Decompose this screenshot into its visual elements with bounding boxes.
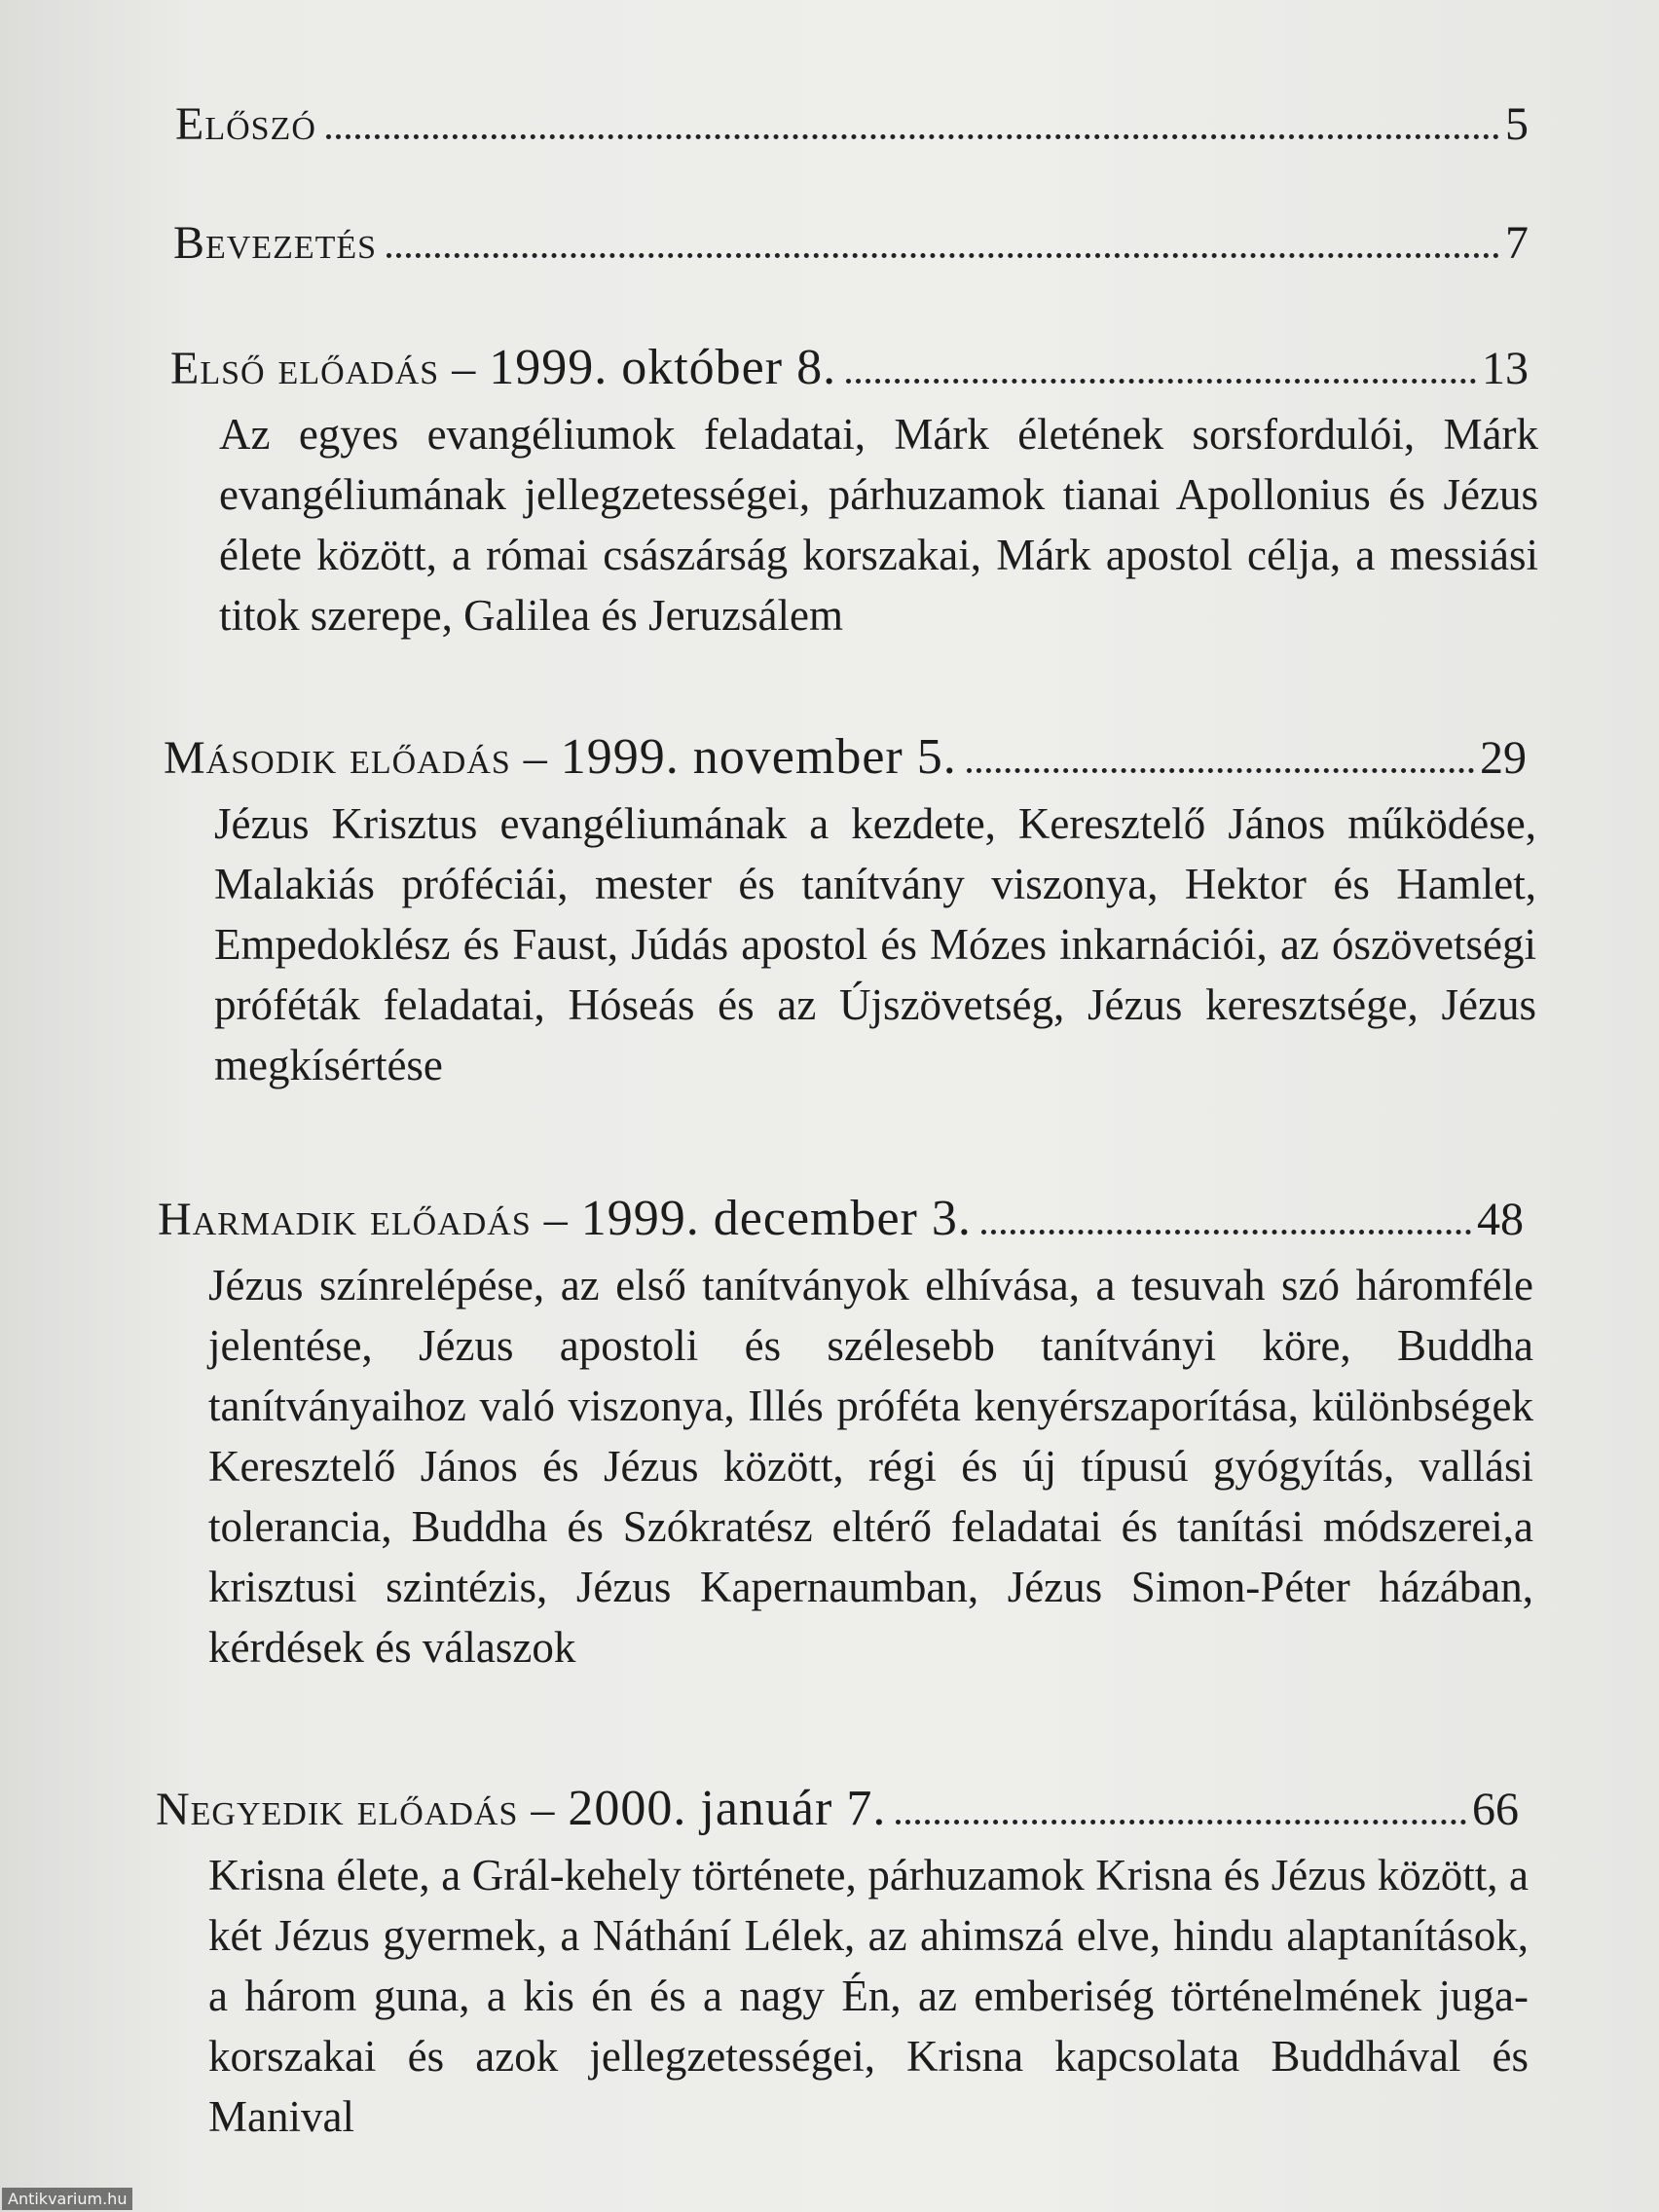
toc-heading bbox=[158, 1190, 1524, 1247]
toc-entry bbox=[164, 728, 1536, 1095]
entry-title bbox=[164, 728, 957, 786]
entry-description: Krisna élete, a Grál-kehely története, párhuzamok Krisna és Jézus között, a két Jézus gyermek, a Náthání Lélek, az ahimszá elve, hindu alaptanítások, a három guna, a kis én és a nagy Én, az emberiség történelmének juga-korszakai és azok jellegzetességei, Krisna kapcsolata Buddhával és Manival bbox=[208, 1851, 1529, 2141]
page-number: 66 bbox=[1472, 1784, 1519, 1835]
toc-heading bbox=[173, 216, 1529, 270]
dot-leader bbox=[326, 134, 1499, 139]
page-number: 48 bbox=[1477, 1194, 1524, 1245]
page-number: 5 bbox=[1505, 98, 1529, 150]
dot-leader bbox=[846, 379, 1476, 384]
entry-title: Bevezetés bbox=[173, 217, 378, 269]
entry-title bbox=[156, 1780, 886, 1837]
entry-description: Az egyes evangéliumok feladatai, Márk életének sorsfordulói, Márk evangéliumának jellegzetességei, párhuzamok tianai Apollonius és Jézus élete között, a római császárság korszakai, Márk apostol célja, a messiási titok szerepe, Galilea és Jeruzsálem bbox=[219, 410, 1538, 640]
toc-entry bbox=[173, 216, 1529, 270]
lecture-label: Első előadás – bbox=[170, 343, 490, 394]
toc-entry bbox=[175, 97, 1529, 151]
lecture-label: Második előadás – bbox=[164, 732, 561, 784]
lecture-label: Harmadik előadás – bbox=[158, 1194, 581, 1245]
lecture-date: 1999. október 8. bbox=[489, 340, 837, 395]
entry-title: Előszó bbox=[175, 98, 316, 150]
lecture-date: 1999. november 5. bbox=[560, 729, 957, 785]
dot-leader bbox=[967, 768, 1474, 773]
lecture-date: 1999. december 3. bbox=[580, 1191, 972, 1246]
entry-description: Jézus Krisztus evangéliumának a kezdete, Keresztelő János működése, Malakiás próféciái, mester és tanítvány viszonya, Hektor és Hamlet, Empedoklész és Faust, Júdás apostol és Mózes inkarnációi, az ószövetségi próféták feladatai, Hóseás és az Újszövetség, Jézus keresztsége, Jézus megkísértése bbox=[214, 799, 1536, 1089]
toc-entry bbox=[170, 339, 1538, 645]
lecture-label: Negyedik előadás – bbox=[156, 1784, 569, 1835]
entry-title bbox=[158, 1190, 972, 1247]
watermark: Antikvarium.hu bbox=[2, 2188, 132, 2210]
toc-heading bbox=[170, 339, 1529, 396]
page-number: 13 bbox=[1482, 343, 1529, 394]
toc-heading bbox=[156, 1780, 1519, 1837]
page-number: 29 bbox=[1480, 732, 1527, 784]
page-number: 7 bbox=[1505, 217, 1529, 269]
toc-entry bbox=[158, 1190, 1533, 1677]
toc-entry bbox=[156, 1780, 1529, 2147]
toc-heading bbox=[175, 97, 1529, 151]
toc-heading bbox=[164, 728, 1527, 786]
lecture-date: 2000. január 7. bbox=[568, 1781, 887, 1836]
dot-leader bbox=[387, 253, 1499, 258]
entry-description: Jézus színrelépése, az első tanítványok elhívása, a tesuvah szó háromféle jelentése, Jézus apostoli és szélesebb tanítványi köre, Buddha tanítványaihoz való viszonya, Illés próféta kenyérszaporítása, különbségek Keresztelő János és Jézus között, régi és új típusú gyógyítás, vallási tolerancia, Buddha és Szókratész eltérő feladatai és tanítási módszerei,a krisztusi szintézis, Jézus Kapernaumban, Jézus Simon-Péter házában, kérdések és válaszok bbox=[208, 1261, 1533, 1672]
entry-title bbox=[170, 339, 836, 396]
dot-leader bbox=[981, 1230, 1471, 1235]
dot-leader bbox=[896, 1820, 1466, 1825]
